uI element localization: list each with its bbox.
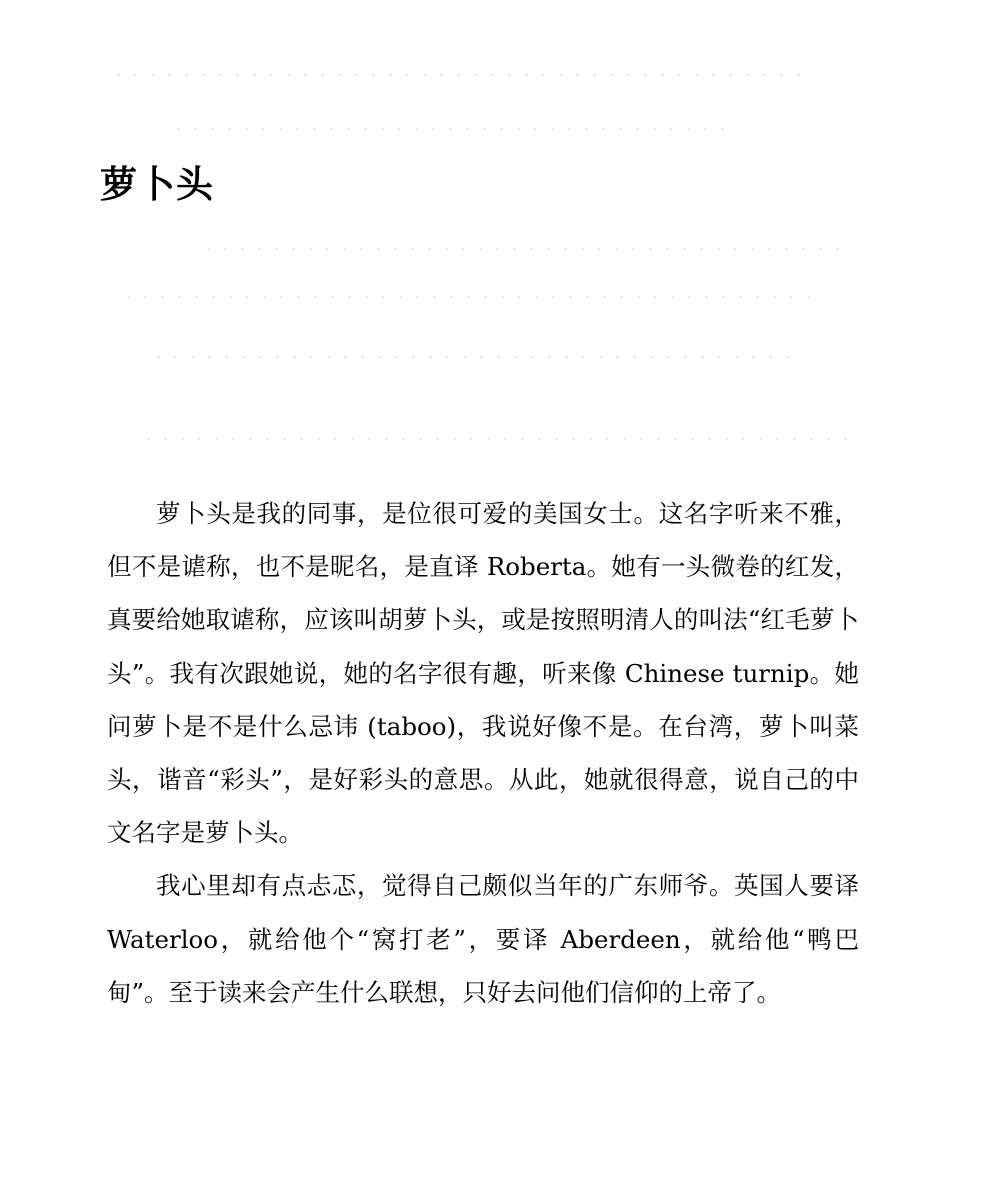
paragraph: 萝卜头是我的同事，是位很可爱的美国女士。这名字听来不雅，但不是谑称，也不是昵名，是直译 Roberta。她有一头微卷的红发，真要给她取谑称，应该叫胡萝卜头，或是按照明清人的叫法“红毛萝卜头”。我有次跟她说，她的名字很有趣，听来像 Chinese turnip。她问萝卜是不是什么忌讳 (taboo)，我说好像不是。在台湾，萝卜叫菜头，谐音“彩头”，是好彩头的意思。从此，她就很得意，说自己的中文名字是萝卜头。 (107, 499, 859, 848)
article-body (107, 487, 859, 1019)
scan-noise (150, 356, 790, 358)
scan-noise (200, 248, 850, 250)
article-title: 萝卜头 (100, 162, 214, 206)
paragraph: 我心里却有点忐忑，觉得自己颇似当年的广东师爷。英国人要译 Waterloo，就给他个“窝打老”，要译 Aberdeen，就给他“鸭巴甸”。至于读来会产生什么联想，只好去问他们信仰的上帝了。 (107, 871, 859, 1007)
scan-noise (170, 128, 730, 130)
scan-noise (120, 296, 820, 298)
scan-noise (140, 438, 860, 440)
scan-noise (110, 74, 810, 76)
